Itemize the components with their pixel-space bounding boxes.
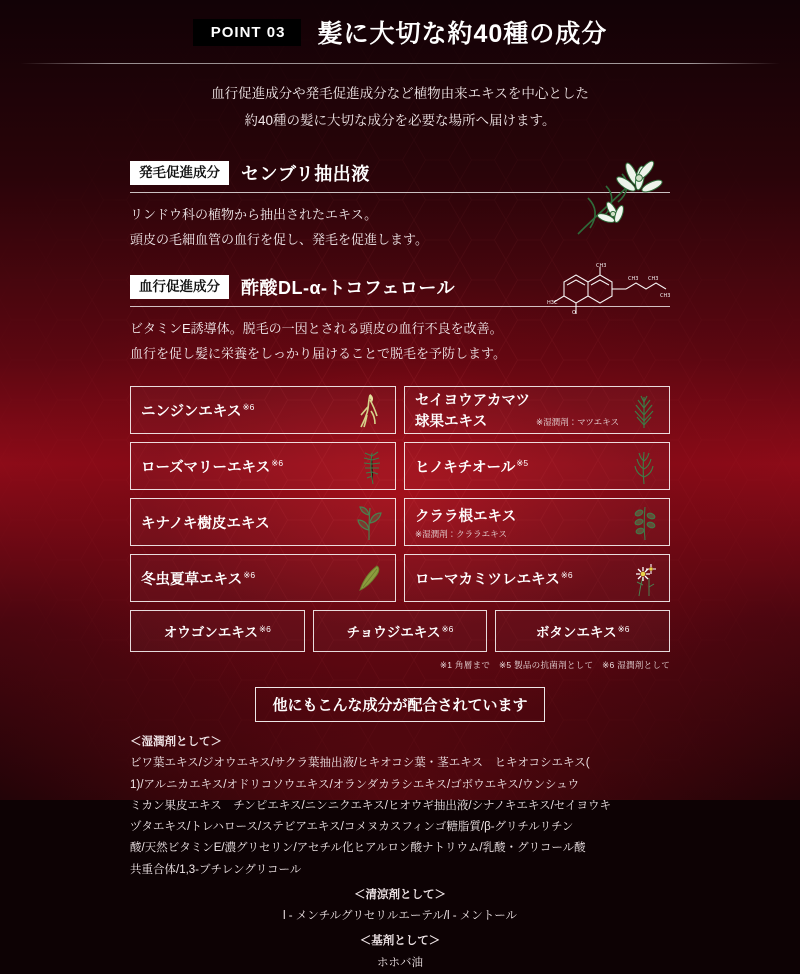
- ingredient-cell-chouji: [313, 610, 488, 652]
- lead-paragraph: [80, 80, 720, 134]
- ingredient-sup-3: ※5: [516, 457, 529, 468]
- block-desc-circulation-2: 血行を促し髪に栄養をしっかり届けることで脱毛を予防します。: [130, 346, 506, 362]
- sophora-plant-icon: [627, 503, 661, 541]
- ingredient-sup-0: ※6: [242, 401, 255, 412]
- others-line: ビワ葉エキス/ジオウエキス/サクラ葉抽出液/ヒキオコシ葉・茎エキス ヒキオコシエキス(: [130, 757, 590, 770]
- others-heading-cooling: ＜清涼剤として＞: [354, 888, 446, 901]
- ingredient-sup-7: ※6: [560, 569, 573, 580]
- trio-sup-2: ※6: [617, 623, 630, 634]
- ingredient-cell-ninjin: [130, 386, 396, 434]
- ginseng-root-icon: [353, 391, 387, 429]
- page-title: 髪に大切な約40種の成分: [317, 20, 608, 48]
- svg-text:H3C: H3C: [547, 300, 558, 306]
- others-section-body: [130, 732, 670, 974]
- ingredient-name-1b: 球果エキス: [415, 414, 488, 430]
- ingredient-name-2: ローズマリーエキス: [141, 459, 271, 476]
- trio-sup-1: ※6: [441, 623, 454, 634]
- others-list-moisturizer: [130, 753, 670, 881]
- ingredient-cell-pine: [404, 386, 670, 434]
- others-line: 1)/アルニカエキス/オドリコソウエキス/オランダカラシエキス/ゴボウエキス/ウンシュウ: [130, 778, 580, 791]
- others-line: 共重合体/1,3-ブチレングリコール: [130, 863, 302, 876]
- others-line: ヅタエキス/トレハロース/ステビアエキス/コメヌカスフィンゴ糖脂質/β-グリチルリチン: [130, 821, 574, 834]
- svg-text:CH3: CH3: [628, 276, 639, 282]
- others-heading-moisturizer: ＜湿潤剤として＞: [130, 736, 222, 748]
- ingredient-sup-6: ※6: [243, 569, 256, 580]
- ingredient-trio-row: [130, 610, 670, 652]
- block-desc-circulation-1: ビタミンE誘導体。脱毛の一因とされる頭皮の血行不良を改善。: [130, 321, 503, 336]
- others-line: 酸/天然ビタミンE/濃グリセリン/アセチル化ヒアルロン酸ナトリウム/乳酸・グリコール酸: [130, 842, 586, 855]
- ingredient-name-6: 冬虫夏草エキス: [141, 571, 243, 588]
- ingredient-cell-sophora: [404, 498, 670, 546]
- trio-name-2: ボタンエキス: [535, 625, 617, 640]
- trio-sup-0: ※6: [259, 623, 271, 634]
- ingredient-cell-chamomile: [404, 554, 670, 602]
- flower-illustration-icon: [560, 148, 670, 244]
- rosemary-sprig-icon: [353, 447, 387, 485]
- ingredient-name-7: ローマカミツレエキス: [415, 571, 560, 588]
- header-divider: [20, 63, 780, 64]
- lead-line-2: 約40種の髪に大切な成分を必要な場所へ届けます。: [244, 113, 556, 128]
- pine-branch-icon: [627, 391, 661, 429]
- cordyceps-icon: [353, 559, 387, 597]
- others-list-cooling: l - メンチルグリセリルエーテル/l - メントール: [282, 910, 518, 923]
- ingredient-sub-1: ※湿潤剤：マツエキス: [535, 417, 619, 427]
- ingredient-name-3: ヒノキチオール: [415, 459, 516, 476]
- block-name-growth: センブリ抽出液: [241, 164, 370, 184]
- svg-text:CH3: CH3: [648, 276, 659, 282]
- block-desc-growth-1: リンドウ科の植物から抽出されたエキス。: [130, 207, 378, 222]
- ingredient-block-circulation: [130, 263, 671, 368]
- ingredient-cell-rosemary: [130, 442, 396, 490]
- ingredient-cell-hinokitiol: [404, 442, 670, 490]
- others-line: ミカン果皮エキス チンピエキス/ニンニクエキス/ヒオウギ抽出液/シナノキエキス/セイヨウキ: [130, 799, 611, 812]
- others-heading-base: ＜基剤として＞: [359, 935, 441, 948]
- ingredient-name-4: キナノキ樹皮エキス: [141, 515, 270, 532]
- ingredient-sup-2: ※6: [271, 457, 284, 468]
- ingredient-cell-cinchona: [130, 498, 396, 546]
- block-tag-growth: 発毛促進成分: [130, 161, 229, 185]
- cypress-leaf-icon: [627, 447, 661, 485]
- ingredient-block-growth: [130, 160, 670, 254]
- ingredient-cell-botan: [495, 610, 670, 652]
- block-name-circulation: 酢酸DL-α-トコフェロール: [241, 278, 456, 298]
- chamomile-flower-icon: [627, 559, 661, 597]
- lead-line-1: 血行促進成分や発毛促進成分など植物由来エキスを中心とした: [211, 86, 589, 101]
- chemical-structure-illustration-icon: [542, 264, 674, 336]
- svg-text:O: O: [572, 310, 576, 316]
- page-header: [0, 0, 800, 140]
- trio-name-0: オウゴンエキス: [163, 625, 259, 640]
- ingredient-name-5: クララ根エキス: [415, 508, 517, 525]
- others-list-base: ホホバ油: [377, 956, 423, 969]
- block-tag-circulation: 血行促進成分: [130, 275, 229, 299]
- others-section-title: 他にもこんな成分が配合されています: [255, 687, 544, 722]
- ingredient-cell-ougon: [130, 610, 305, 652]
- cinchona-bark-icon: [353, 503, 387, 541]
- ingredient-name-0: ニンジンエキス: [141, 403, 242, 420]
- point-badge: POINT 03: [193, 19, 302, 46]
- ingredient-cell-cordyceps: [130, 554, 396, 602]
- ingredient-sub-5: ※湿潤剤：クララエキス: [415, 528, 507, 539]
- trio-name-1: チョウジエキス: [346, 625, 441, 640]
- ingredient-grid: [130, 386, 670, 602]
- ingredient-name-1: セイヨウアカマツ: [415, 393, 530, 409]
- block-desc-growth-2: 頭皮の毛細血管の血行を促し、発毛を促進します。: [130, 232, 428, 248]
- svg-text:CH3: CH3: [596, 263, 607, 269]
- svg-text:CH3: CH3: [660, 293, 671, 299]
- footnotes: ※1 角層まで ※5 製品の抗菌剤として ※6 湿潤剤として: [439, 660, 670, 670]
